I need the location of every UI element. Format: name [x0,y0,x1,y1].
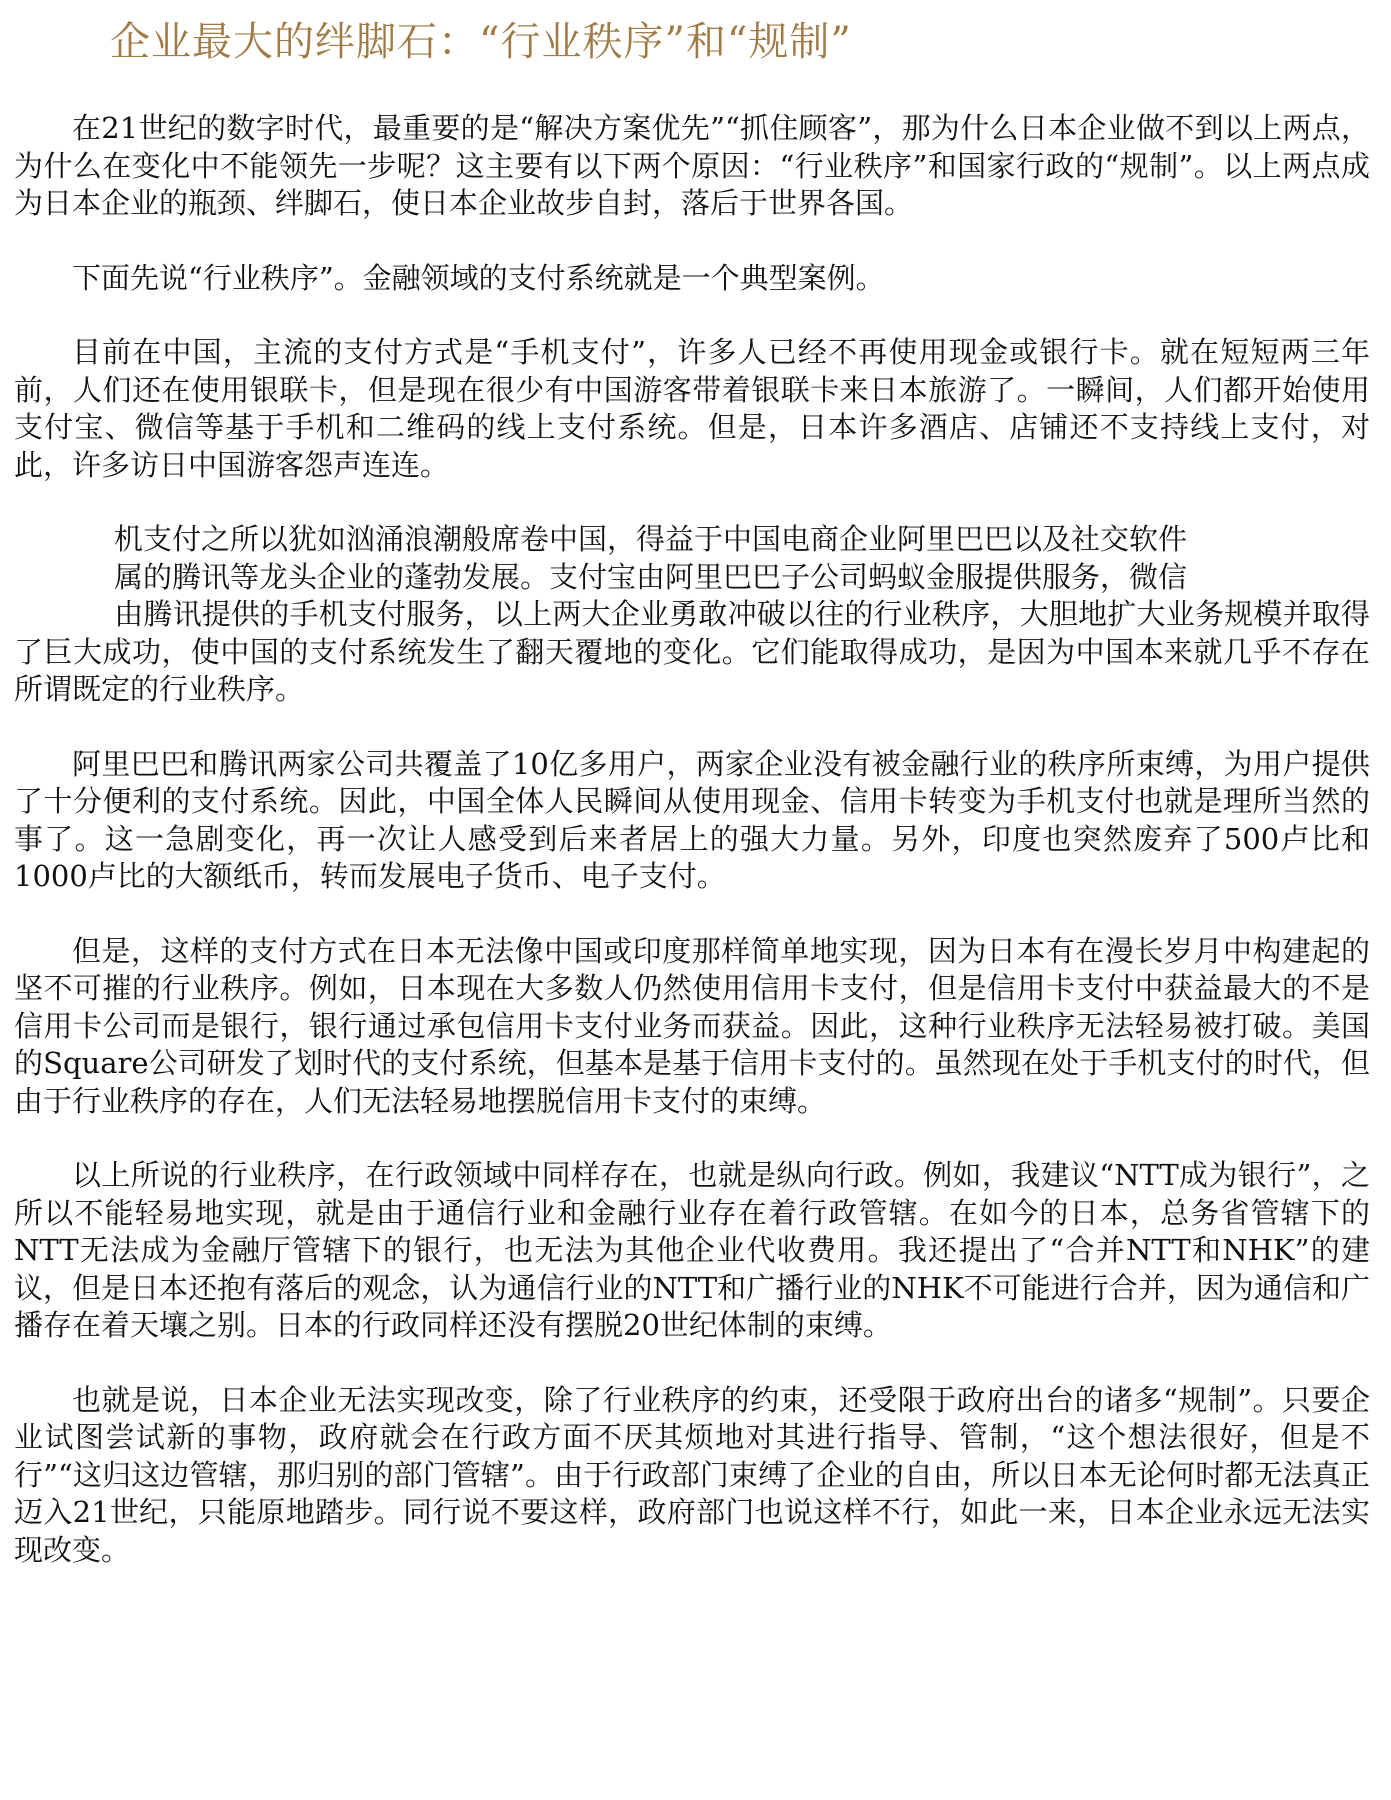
paragraph-2: 下面先说“行业秩序”。金融领域的支付系统就是一个典型案例。 [72,260,885,295]
paragraph-7: 以上所说的行业秩序，在行政领域中同样存在，也就是纵向行政。例如，我建议“NTT成为银行”，之所以不能轻易地实现，就是由于通信行业和金融行业存在着行政管辖。在如今的日本，总务省管辖下的NTT无法成为金融厅管辖下的银行，也无法为其他企业代收费用。我还提出了“合并NTT和NHK”的建议，但是日本还抱有落后的观念，认为通信行业的NTT和广播行业的NHK不可能进行合并，因为通信和广播存在着天壤之别。日本的行政同样还没有摆脱20世纪体制的束缚。 [14,1158,1370,1342]
paragraph-8: 也就是说，日本企业无法实现改变，除了行业秩序的约束，还受限于政府出台的诸多“规制”。只要企业试图尝试新的事物，政府就会在行政方面不厌其烦地对其进行指导、管制，“这个想法很好，但是不行”“这归这边管辖，那归别的部门管辖”。由于行政部门束缚了企业的自由，所以日本无论何时都无法真正迈入21世纪，只能原地踏步。同行说不要这样，政府部门也说这样不行，如此一来，日本企业永远无法实现改变。 [14,1382,1370,1567]
article-body [14,110,1370,1606]
paragraph-4 [14,521,1370,709]
paragraph-1: 在21世纪的数字时代，最重要的是“解决方案优先”“抓住顾客”，那为什么日本企业做不到以上两点，为什么在变化中不能领先一步呢？这主要有以下两个原因：“行业秩序”和国家行政的“规制”。以上两点成为日本企业的瓶颈、绊脚石，使日本企业故步自封，落后于世界各国。 [14,111,1370,220]
paragraph-4-rest: 由腾讯提供的手机支付服务，以上两大企业勇敢冲破以往的行业秩序，大胆地扩大业务规模并取得了巨大成功，使中国的支付系统发生了翻天覆地的变化。它们能取得成功，是因为中国本来就几乎不存在所谓既定的行业秩序。 [14,597,1370,706]
page-title: 企业最大的绊脚石：“行业秩序”和“规制” [110,19,852,65]
paragraph-4-line-2: 属的腾讯等龙头企业的蓬勃发展。支付宝由阿里巴巴子公司蚂蚁金服提供服务，微信 [114,559,1188,594]
paragraph-4-line-1: 机支付之所以犹如汹涌浪潮般席卷中国，得益于中国电商企业阿里巴巴以及社交软件 [114,522,1188,556]
paragraph-5: 阿里巴巴和腾讯两家公司共覆盖了10亿多用户，两家企业没有被金融行业的秩序所束缚，为用户提供了十分便利的支付系统。因此，中国全体人民瞬间从使用现金、信用卡转变为手机支付也就是理所当然的事了。这一急剧变化，再一次让人感受到后来者居上的强大力量。另外，印度也突然废弃了500卢比和1000卢比的大额纸币，转而发展电子货币、电子支付。 [14,746,1370,893]
paragraph-3: 目前在中国，主流的支付方式是“手机支付”，许多人已经不再使用现金或银行卡。就在短短两三年前，人们还在使用银联卡，但是现在很少有中国游客带着银联卡来日本旅游了。一瞬间，人们都开始使用支付宝、微信等基于手机和二维码的线上支付系统。但是，日本许多酒店、店铺还不支持线上支付，对此，许多访日中国游客怨声连连。 [14,335,1370,482]
paragraph-6: 但是，这样的支付方式在日本无法像中国或印度那样简单地实现，因为日本有在漫长岁月中构建起的坚不可摧的行业秩序。例如，日本现在大多数人仍然使用信用卡支付，但是信用卡支付中获益最大的不是信用卡公司而是银行，银行通过承包信用卡支付业务而获益。因此，这种行业秩序无法轻易被打破。美国的Square公司研发了划时代的支付系统，但基本是基于信用卡支付的。虽然现在处于手机支付的时代，但由于行业秩序的存在，人们无法轻易地摆脱信用卡支付的束缚。 [14,933,1370,1118]
